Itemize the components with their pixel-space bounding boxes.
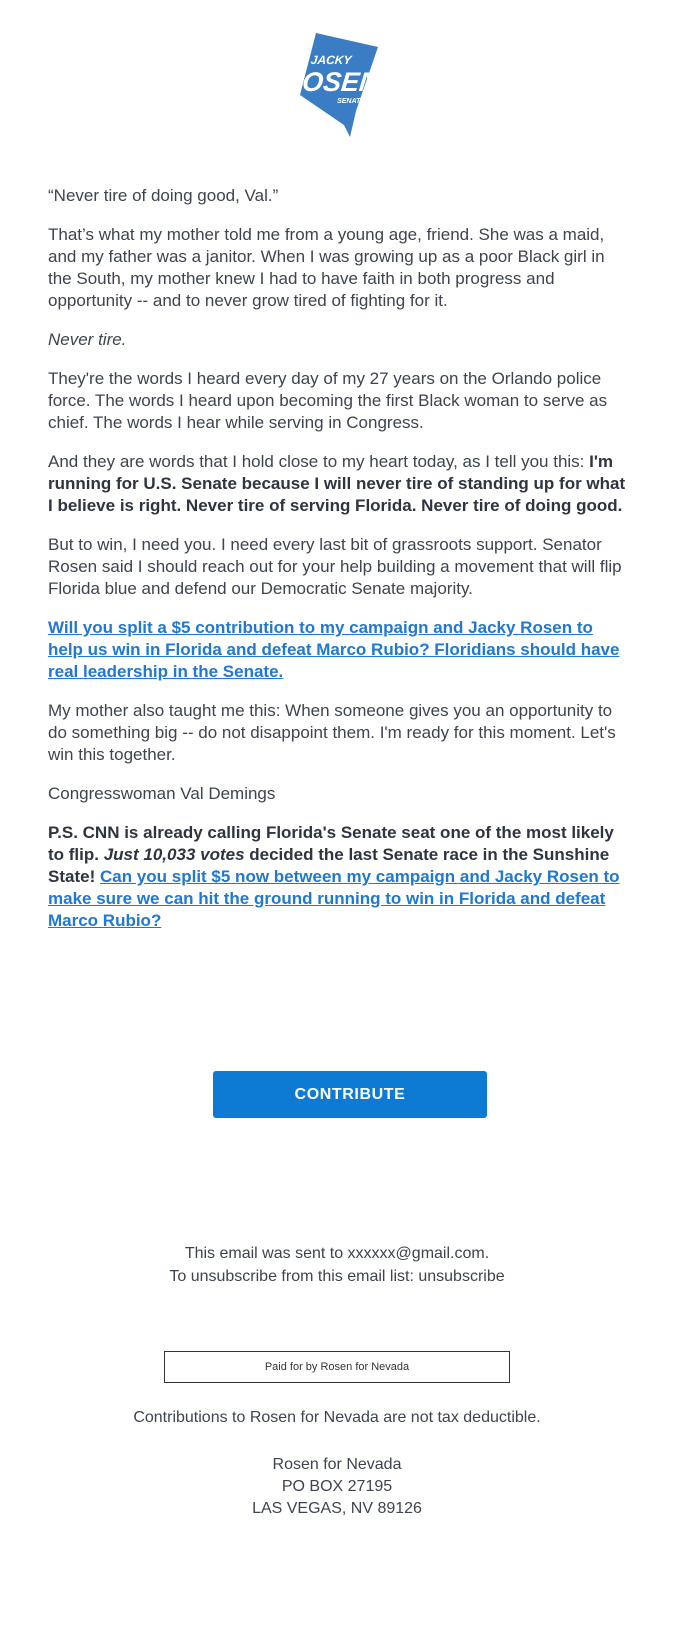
cta-wrapper bbox=[0, 1071, 700, 1118]
split-contribution-link[interactable]: Will you split a $5 contribution to my campaign and Jacky Rosen to help us win in Florida and defeat Marco Rubio? Floridians should have real leadership in the Senate. bbox=[48, 618, 620, 681]
jacky-rosen-senate-logo bbox=[281, 33, 381, 137]
paid-for-box: Paid for by Rosen for Nevada bbox=[164, 1351, 510, 1383]
paragraph-police: They're the words I heard every day of my 27 years on the Orlando police force. The words I heard upon becoming the first Black woman to serve as chief. The words I hear while serving in Congress. bbox=[48, 369, 608, 432]
signature: Congresswoman Val Demings bbox=[48, 784, 276, 803]
address-line-1: Rosen for Nevada bbox=[272, 1456, 402, 1473]
logo-sub-text: SENATE bbox=[337, 98, 365, 105]
logo-main-text: ROSEN bbox=[281, 66, 381, 97]
paragraph-running bbox=[48, 451, 628, 517]
paragraph-ps bbox=[48, 822, 628, 932]
not-tax-deductible-text: Contributions to Rosen for Nevada are not tax deductible. bbox=[133, 1409, 541, 1426]
paragraph-quote: “Never tire of doing good, Val.” bbox=[48, 186, 279, 205]
mailing-address bbox=[0, 1454, 674, 1520]
paragraph-mother: That’s what my mother told me from a young age, friend. She was a maid, and my father was a janitor. When I was growing up as a poor Black girl in the South, my mother knew I had to have faith in both progress and opportunity -- and to never grow tired of fighting for it. bbox=[48, 225, 605, 310]
ps-bold-italic-text: Just 10,033 votes bbox=[103, 845, 245, 864]
ps-bold-text-2: decided the last Senate race in the Sunshine State! bbox=[48, 845, 610, 886]
footer-email-info bbox=[0, 1242, 674, 1288]
address-line-2: PO BOX 27195 bbox=[281, 1478, 393, 1495]
paragraph-donate-link bbox=[48, 617, 628, 683]
paragraph-need-you: But to win, I need you. I need every last bit of grassroots support. Senator Rosen said I should reach out for your help building a movement that will flip Florida blue and defend our Democratic Senate majority. bbox=[48, 535, 622, 598]
nevada-shape-icon bbox=[281, 33, 381, 137]
ps-split-link[interactable]: Can you split $5 now between my campaign and Jacky Rosen to make sure we can hit the ground running to win in Florida and defeat Marco Rubio? bbox=[48, 867, 620, 930]
address-line-3: LAS VEGAS, NV 89126 bbox=[252, 1500, 422, 1517]
paragraph-never-tire bbox=[48, 329, 628, 351]
running-bold-text: I'm running for U.S. Senate because I will never tire of standing up for what I believe is right. Never tire of serving Florida. Never tire of doing good. bbox=[48, 452, 626, 515]
running-plain-text: And they are words that I hold close to my heart today, as I tell you this: bbox=[48, 452, 590, 471]
never-tire-italic: Never tire. bbox=[48, 330, 127, 349]
paragraph-opportunity: My mother also taught me this: When someone gives you an opportunity to do something big -- do not disappoint them. I'm ready for this moment. Let's win this together. bbox=[48, 701, 616, 764]
email-body bbox=[48, 185, 628, 949]
logo-top-text: JACKY bbox=[310, 53, 353, 67]
sent-to-text: This email was sent to xxxxxx@gmail.com. bbox=[184, 1245, 490, 1262]
unsubscribe-link[interactable]: unsubscribe bbox=[418, 1268, 505, 1285]
unsubscribe-prefix: To unsubscribe from this email list: bbox=[169, 1268, 419, 1285]
unsubscribe-line bbox=[0, 1265, 674, 1288]
ps-bold-text-1: P.S. CNN is already calling Florida's Senate seat one of the most likely to flip. bbox=[48, 823, 614, 864]
contribute-button[interactable]: CONTRIBUTE bbox=[213, 1071, 487, 1118]
